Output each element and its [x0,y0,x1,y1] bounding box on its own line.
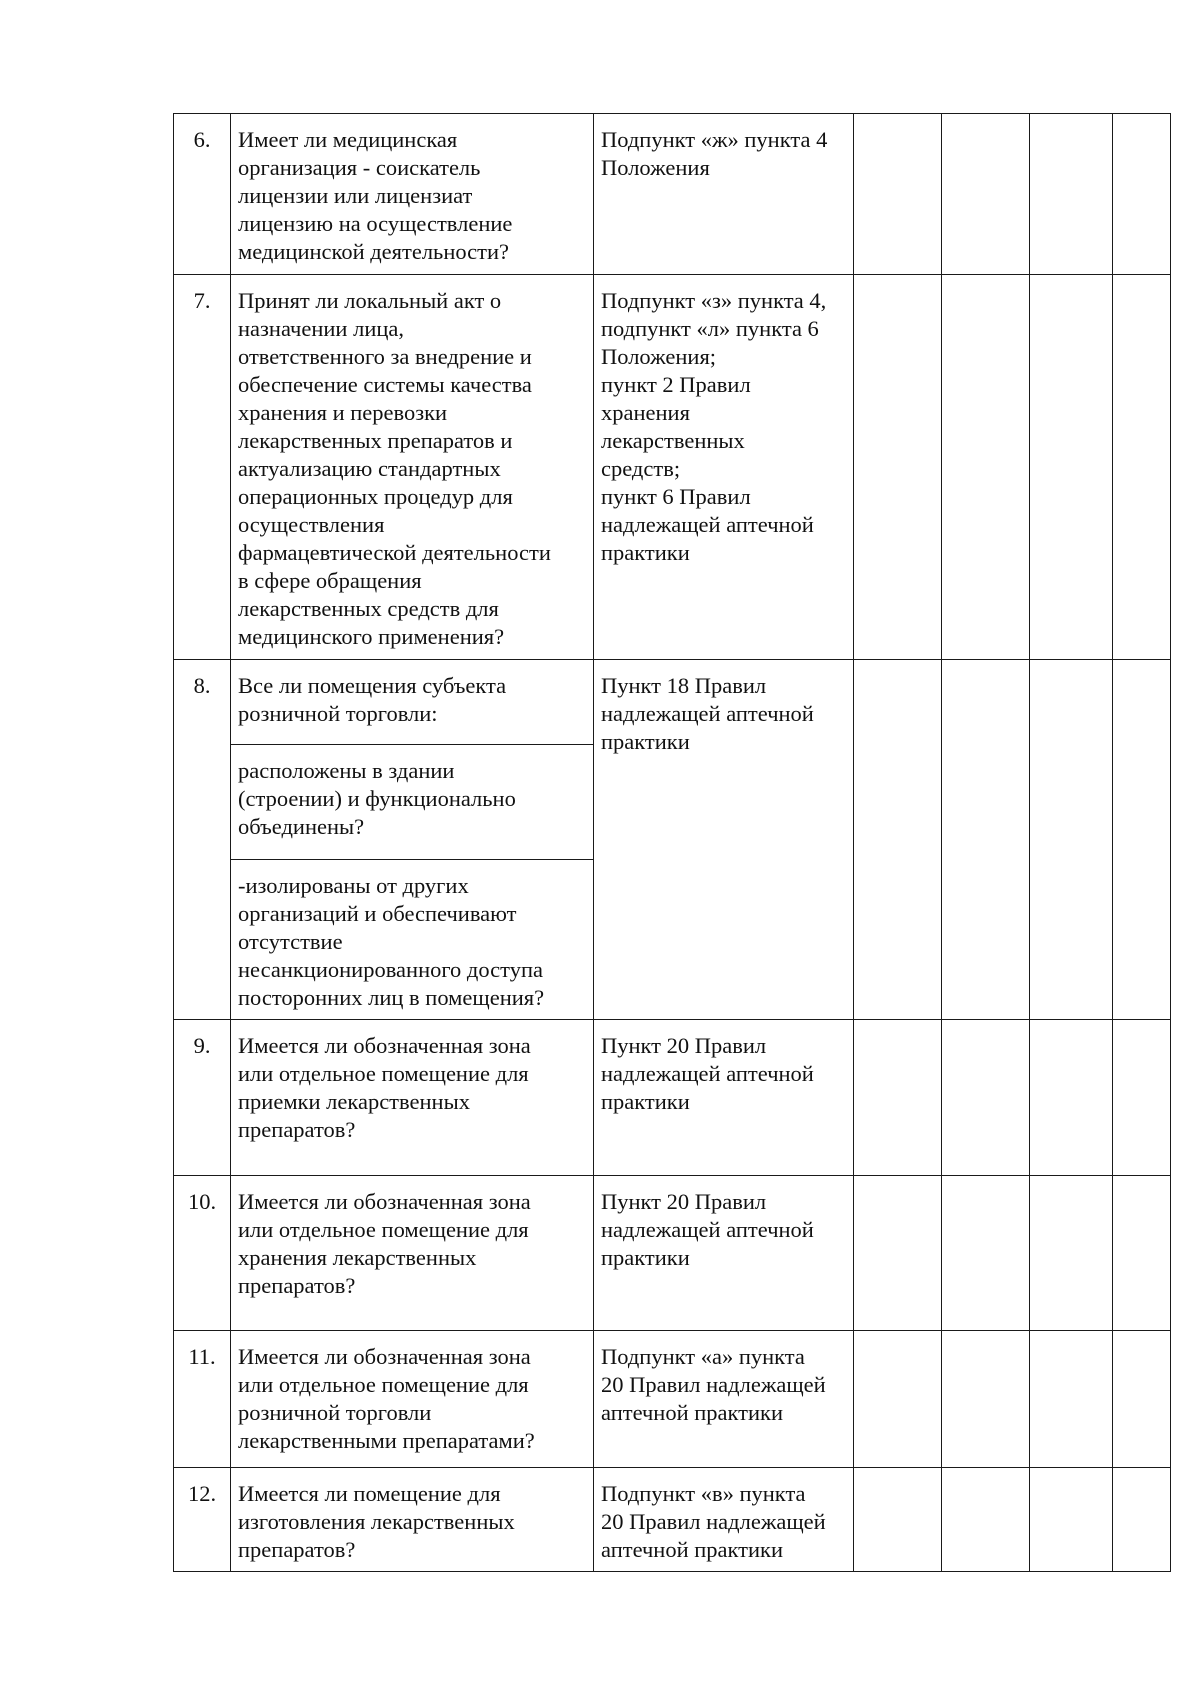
table-row-7 [174,275,1171,660]
answer-yes-cell [854,1176,942,1331]
answer-no-cell [942,660,1030,1020]
note-cell [1113,1331,1171,1468]
answer-no-cell [942,1331,1030,1468]
answer-yes-cell [854,275,942,660]
legal-reference: Подпункт «в» пункта 20 Правил надлежащей аптечной практики [594,1468,854,1572]
answer-na-cell [1030,1176,1113,1331]
row-number: 9. [174,1020,231,1176]
table-row-12 [174,1468,1171,1572]
question-text: Имеет ли медицинская организация - соискатель лицензии или лицензиат лицензию на осуществление медицинской деятельности? [231,114,594,275]
answer-yes-cell [854,114,942,275]
note-cell [1113,1020,1171,1176]
row-number: 12. [174,1468,231,1572]
answer-na-cell [1030,1020,1113,1176]
table-row-6 [174,114,1171,275]
question-text: Имеется ли обозначенная зона или отдельное помещение для приемки лекарственных препаратов? [231,1020,594,1176]
legal-reference: Пункт 18 Правил надлежащей аптечной практики [594,660,854,1020]
question-subitem: -изолированы от других организаций и обеспечивают отсутствие несанкционированного доступа посторонних лиц в помещения? [231,860,594,1020]
row-number: 8. [174,660,231,1020]
question-text: Имеется ли обозначенная зона или отдельное помещение для хранения лекарственных препаратов? [231,1176,594,1331]
answer-yes-cell [854,1020,942,1176]
note-cell [1113,1176,1171,1331]
answer-yes-cell [854,660,942,1020]
note-cell [1113,660,1171,1020]
answer-no-cell [942,1020,1030,1176]
answer-yes-cell [854,1331,942,1468]
legal-reference: Подпункт «ж» пункта 4 Положения [594,114,854,275]
note-cell [1113,275,1171,660]
checklist-table [173,113,1171,1572]
row-number: 10. [174,1176,231,1331]
answer-no-cell [942,1176,1030,1331]
table-row-10 [174,1176,1171,1331]
note-cell [1113,114,1171,275]
answer-no-cell [942,114,1030,275]
row-number: 11. [174,1331,231,1468]
question-text: Все ли помещения субъекта розничной торговли: [231,660,594,745]
row-number: 7. [174,275,231,660]
answer-yes-cell [854,1468,942,1572]
answer-na-cell [1030,1468,1113,1572]
question-text: Имеется ли помещение для изготовления лекарственных препаратов? [231,1468,594,1572]
question-text: Имеется ли обозначенная зона или отдельное помещение для розничной торговли лекарственными препаратами? [231,1331,594,1468]
legal-reference: Подпункт «з» пункта 4, подпункт «л» пункта 6 Положения; пункт 2 Правил хранения лекарственных средств; пункт 6 Правил надлежащей аптечной практики [594,275,854,660]
answer-na-cell [1030,660,1113,1020]
table-row-11 [174,1331,1171,1468]
question-subitem: расположены в здании (строении) и функционально объединены? [231,745,594,860]
table-row-8 [174,660,1171,745]
answer-na-cell [1030,275,1113,660]
question-text: Принят ли локальный акт о назначении лица, ответственного за внедрение и обеспечение системы качества хранения и перевозки лекарственных препаратов и актуализацию стандартных операционных процедур для осуществления фармацевтической деятельности в сфере обращения лекарственных средств для медицинского применения? [231,275,594,660]
legal-reference: Пункт 20 Правил надлежащей аптечной практики [594,1176,854,1331]
note-cell [1113,1468,1171,1572]
legal-reference: Подпункт «а» пункта 20 Правил надлежащей аптечной практики [594,1331,854,1468]
table-row-9 [174,1020,1171,1176]
answer-no-cell [942,275,1030,660]
legal-reference: Пункт 20 Правил надлежащей аптечной практики [594,1020,854,1176]
answer-na-cell [1030,114,1113,275]
answer-no-cell [942,1468,1030,1572]
row-number: 6. [174,114,231,275]
answer-na-cell [1030,1331,1113,1468]
